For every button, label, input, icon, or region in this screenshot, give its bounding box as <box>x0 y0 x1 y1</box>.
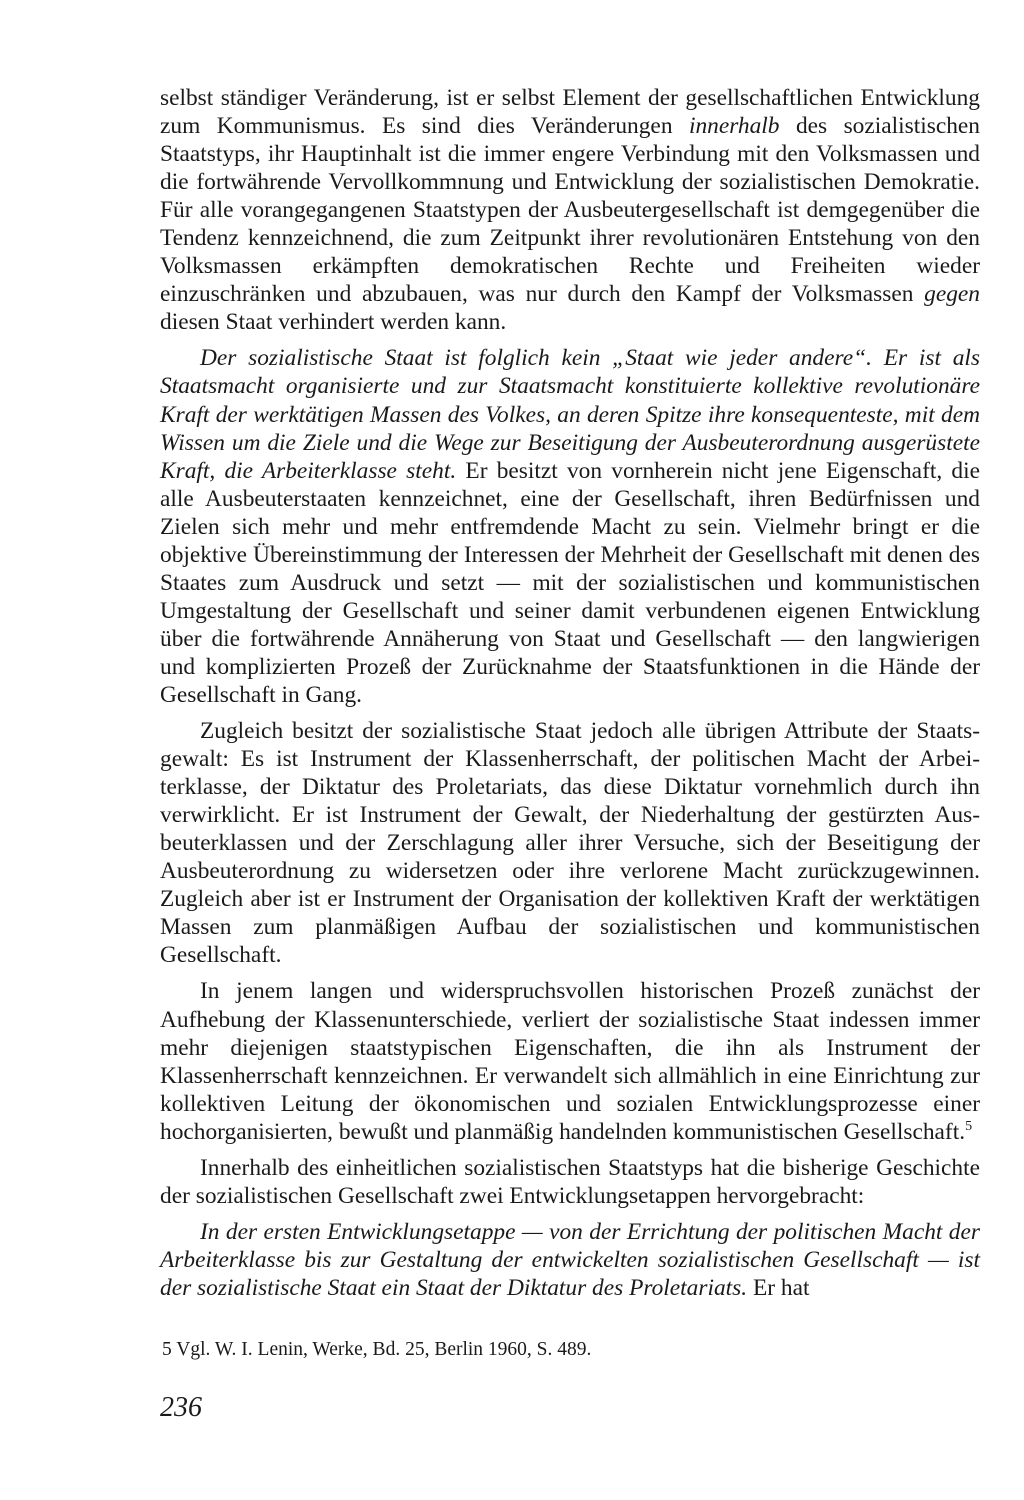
text-run: Zugleich besitzt der sozialistische Staat jedoch alle übrigen Attribute der Staatsgewalt: Es ist Instrument der Klassenherrschaft, der politischen Macht der Arbeiterklasse, der Diktatur des Proletariats, das diese Diktatur vornehmlich durch ihn verwirklicht. Er ist Instrument der Gewalt, der Niederhaltung der gestürzten Ausbeuterklassen und der Zerschlagung aller ihrer Versuche, sich der Beseitigung der Ausbeuterordnung zu widersetzen oder ihre verlorene Macht zurückzugewinnen. Zugleich aber ist er Instrument der Organisation der kollektiven Kraft der werktätigen Massen zum planmäßigen Aufbau der sozialistischen und kommunistischen Gesellschaft. <box>160 718 980 969</box>
text-run: diesen Staat verhindert werden kann. <box>160 309 507 336</box>
paragraph-2 <box>160 344 980 709</box>
footnote-ref: 5 <box>965 1118 973 1134</box>
text-run: des sozialistischen Staatstyps, ihr Hauptinhalt ist die immer engere Verbindung mit den Volksmassen und die fortwährende Vervollkommnung und Entwicklung der sozialistischen Demokratie. Für alle vorangegangenen Staatstypen der Ausbeutergesellschaft ist demgegenüber die Tendenz kennzeichnend, die zum Zeitpunkt ihrer revolutionären Entstehung von den Volksmassen erkämpften demokratischen Rechte und Freiheiten wieder einzuschränken und abzubauen, was nur durch den Kampf der Volksmassen <box>160 113 980 308</box>
page-body <box>160 84 980 1302</box>
text-run: selbst ständiger Veränderung, ist er selbst Element der gesellschaftlichen Entwicklung zum Kommunismus. Es sind dies Veränderungen <box>160 85 980 140</box>
text-run: Er besitzt von vornherein nicht jene Eigenschaft, die alle Ausbeuterstaaten kennzeichnet, eine der Gesellschaft, ihren Bedürfnissen und Zielen sich mehr und mehr entfremdende Macht zu sein. Vielmehr bringt er die objektive Übereinstimmung der Interessen der Mehrheit der Gesellschaft mit denen des Staates zum Ausdruck und setzt — mit der sozialistischen und kommunistischen Umgestaltung der Gesellschaft und seiner damit verbundenen eigenen Entwicklung über die fortwährende Annäherung von Staat und Gesellschaft — den langwierigen und komplizierten Prozeß der Zurücknahme der Staatsfunktionen in die Hände der Gesellschaft in Gang. <box>160 457 980 708</box>
italic-run: In der ersten Entwicklungsetappe — von der Errichtung der politischen Macht der Arbeiterklasse bis zur Gestaltung der entwickelten sozialistischen Gesellschaft — ist der sozialistische Staat ein Staat der Diktatur des Proletariats. <box>160 1218 980 1301</box>
italic-run: gegen <box>924 281 980 308</box>
text-run: Innerhalb des einheitlichen sozialistischen Staatstyps hat die bisherige Geschichte der sozialistischen Gesellschaft zwei Entwicklungsetappen hervorgebracht: <box>160 1154 980 1209</box>
italic-run: innerhalb <box>688 113 780 140</box>
paragraph-4 <box>160 977 980 1145</box>
paragraph-1 <box>160 84 980 336</box>
paragraph-3 <box>160 717 980 969</box>
page-number: 236 <box>160 1392 202 1423</box>
text-run: In jenem langen und widerspruchsvollen historischen Prozeß zunächst der Aufhebung der Klassenunterschiede, verliert der sozialistische Staat indessen immer mehr diejenigen staatstypischen Eigenschaften, die ihn als Instrument der Klassenherrschaft kennzeichnen. Er verwandelt sich allmählich in eine Einrichtung zur kollektiven Leitung der ökonomischen und sozialen Entwicklungsprozesse einer hochorganisierten, bewußt und planmäßig handelnden kommunistischen Gesellschaft. <box>160 978 980 1145</box>
paragraph-5 <box>160 1154 980 1210</box>
italic-run: Der sozialistische Staat ist folglich kein „Staat wie jeder andere“. Er ist als Staatsmacht organisierte und zur Staatsmacht konstituierte kollektive revolutionäre Kraft der werktätigen Massen des Volkes, an deren Spitze ihre konsequenteste, mit dem Wissen um die Ziele und die Wege zur Beseitigung der Ausbeuterordnung ausgerüstete Kraft, die Arbeiterklasse steht. <box>160 345 980 484</box>
paragraph-6 <box>160 1218 980 1302</box>
text-run: Er hat <box>747 1274 810 1301</box>
footnote: 5 Vgl. W. I. Lenin, Werke, Bd. 25, Berlin 1960, S. 489. <box>162 1339 592 1360</box>
